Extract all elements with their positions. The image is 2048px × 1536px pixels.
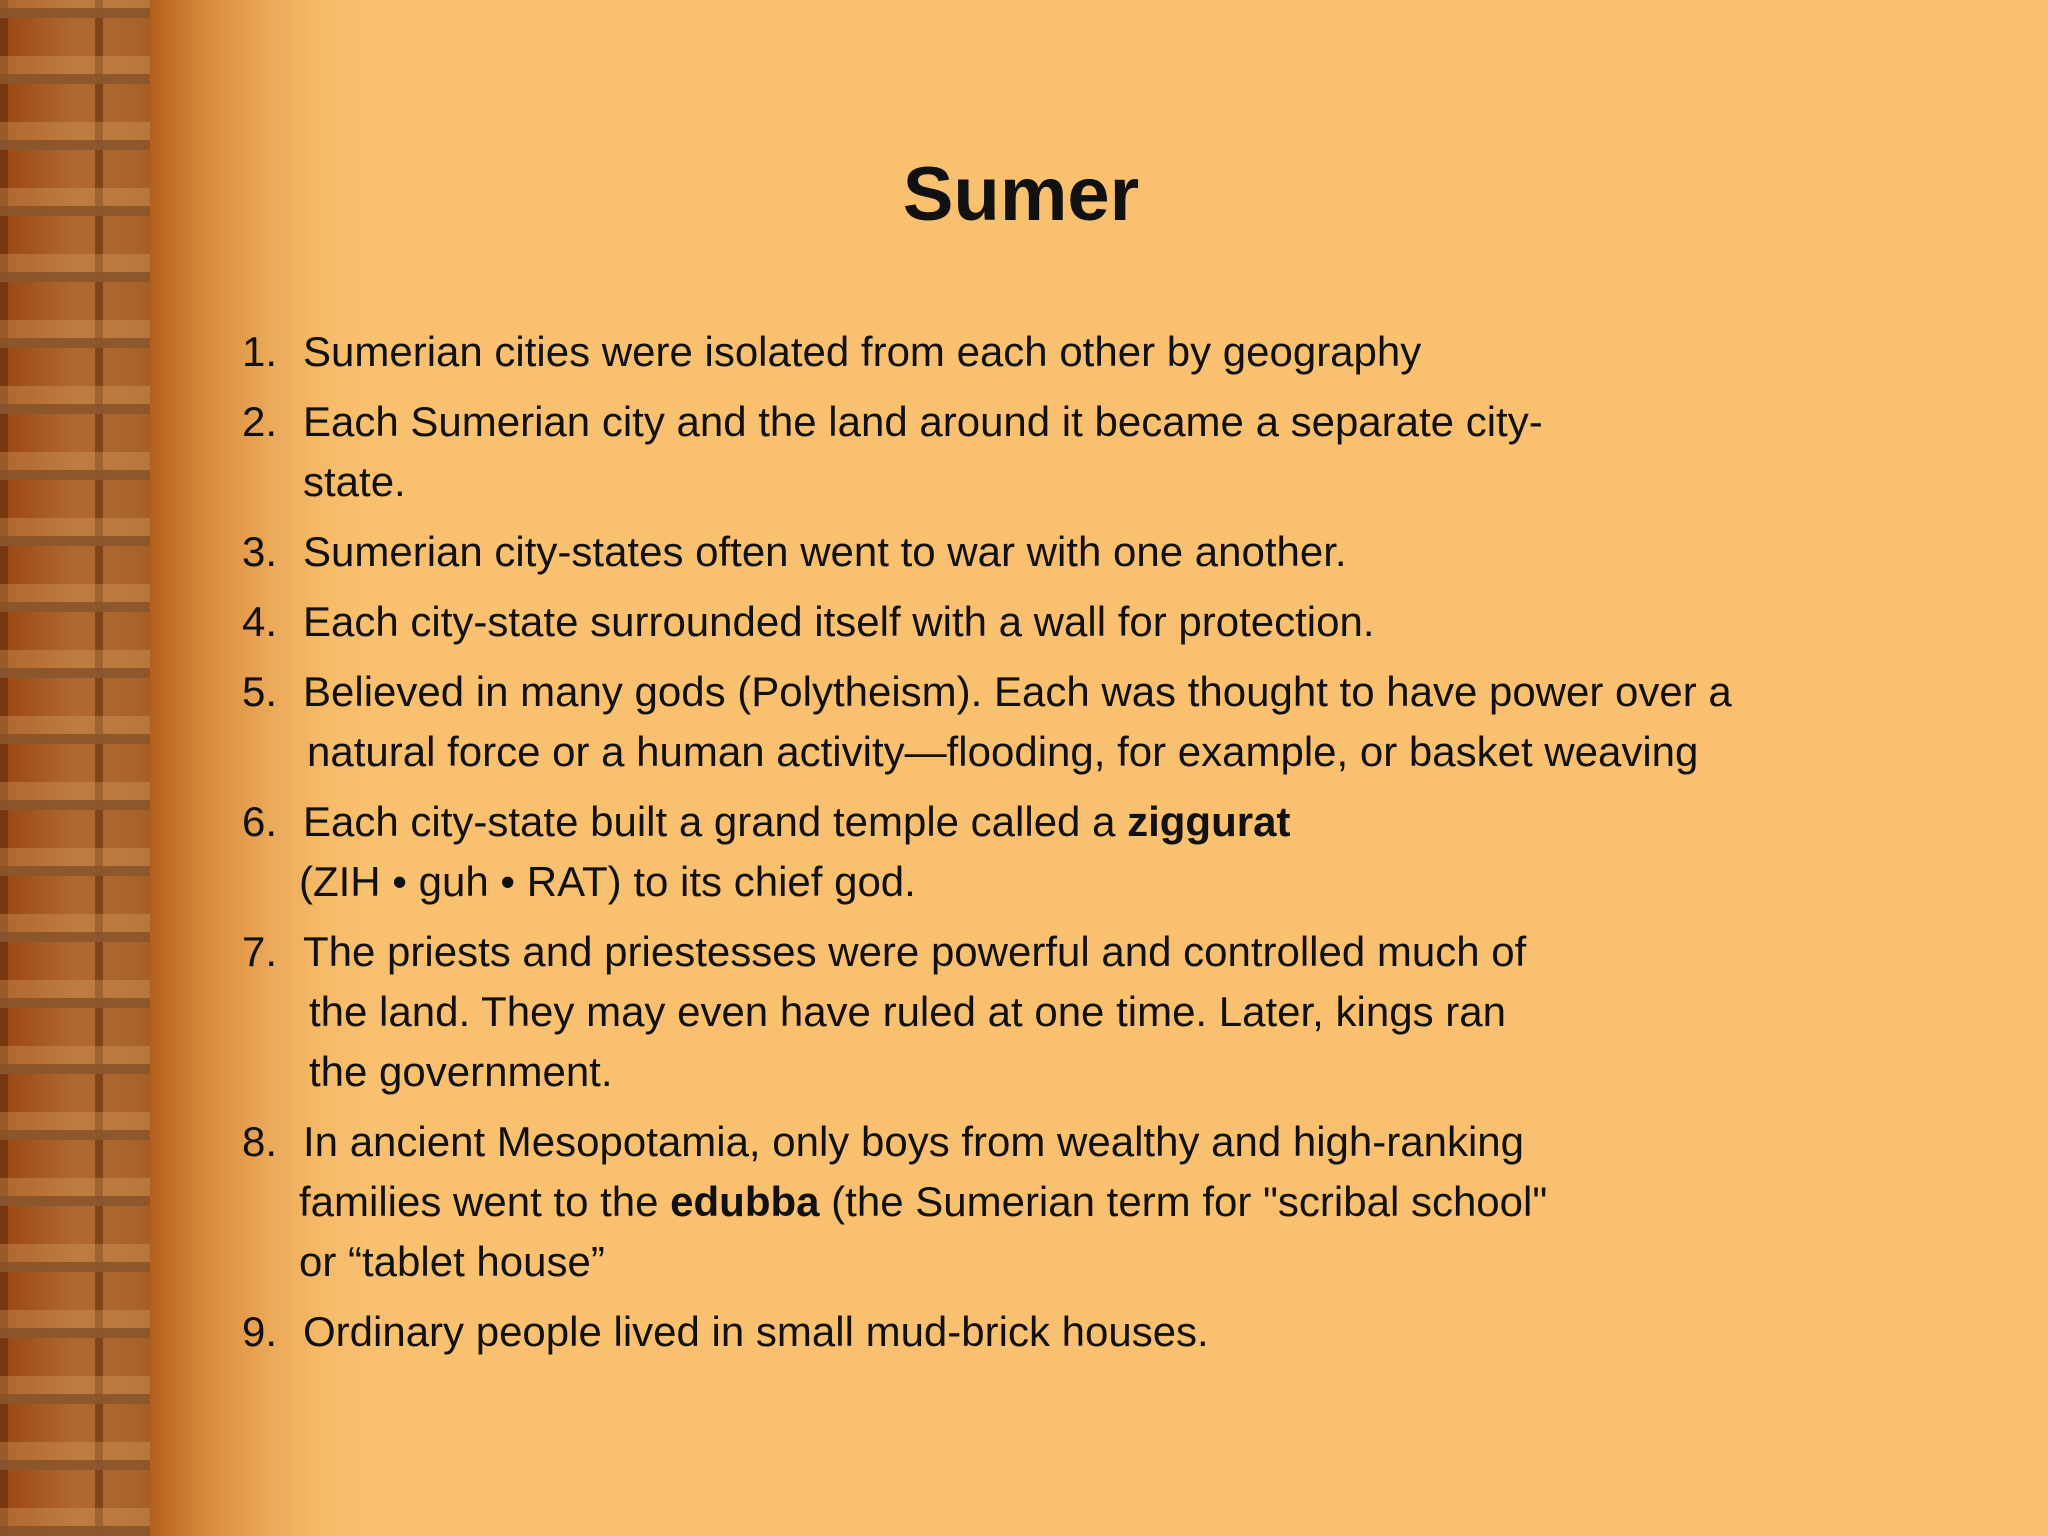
- list-text: The priests and priestesses were powerful and controlled much of the land. They may even have ruled at one time. Later, kings ran the government.: [303, 928, 1527, 1095]
- slide-title: Sumer: [902, 152, 1140, 237]
- list-item-2: [242, 392, 1892, 512]
- list-number: 8.: [242, 1118, 278, 1165]
- list-text: Each Sumerian city and the land around it became a separate city- state.: [303, 398, 1543, 505]
- list-text: Believed in many gods (Polytheism). Each was thought to have power over a natural force or a human activity—flooding, for example, or basket weaving: [303, 668, 1732, 775]
- list-number: 7.: [242, 928, 278, 975]
- list-item-8: [242, 1112, 1892, 1292]
- list-item-9: [242, 1302, 1892, 1362]
- term-ziggurat: ziggurat: [1127, 798, 1291, 845]
- list-number: 6.: [242, 798, 278, 845]
- list-item-5: [242, 662, 1892, 782]
- term-edubba: edubba: [670, 1178, 820, 1225]
- list-text: Sumerian cities were isolated from each other by geography: [303, 328, 1422, 375]
- list-item-7: [242, 922, 1892, 1102]
- list-number: 9.: [242, 1308, 278, 1355]
- list-text: Each city-state surrounded itself with a wall for protection.: [303, 598, 1375, 645]
- list-number: 1.: [242, 328, 278, 375]
- list-text: Ordinary people lived in small mud-brick houses.: [303, 1308, 1209, 1355]
- list-item-4: [242, 592, 1892, 652]
- list-item-3: [242, 522, 1892, 582]
- list-number: 3.: [242, 528, 278, 575]
- list-text: Sumerian city-states often went to war with one another.: [303, 528, 1347, 575]
- list-text: Each city-state built a grand temple called a ziggurat (ZIH • guh • RAT) to its chief god.: [299, 798, 1291, 905]
- list-number: 4.: [242, 598, 278, 645]
- list-number: 5.: [242, 668, 278, 715]
- numbered-list: [242, 322, 1892, 1372]
- list-number: 2.: [242, 398, 278, 445]
- list-item-1: [242, 322, 1892, 382]
- list-item-6: [242, 792, 1892, 912]
- list-text: In ancient Mesopotamia, only boys from wealthy and high-ranking families went to the edubba (the Sumerian term for "scribal school" or “tablet house”: [299, 1118, 1548, 1285]
